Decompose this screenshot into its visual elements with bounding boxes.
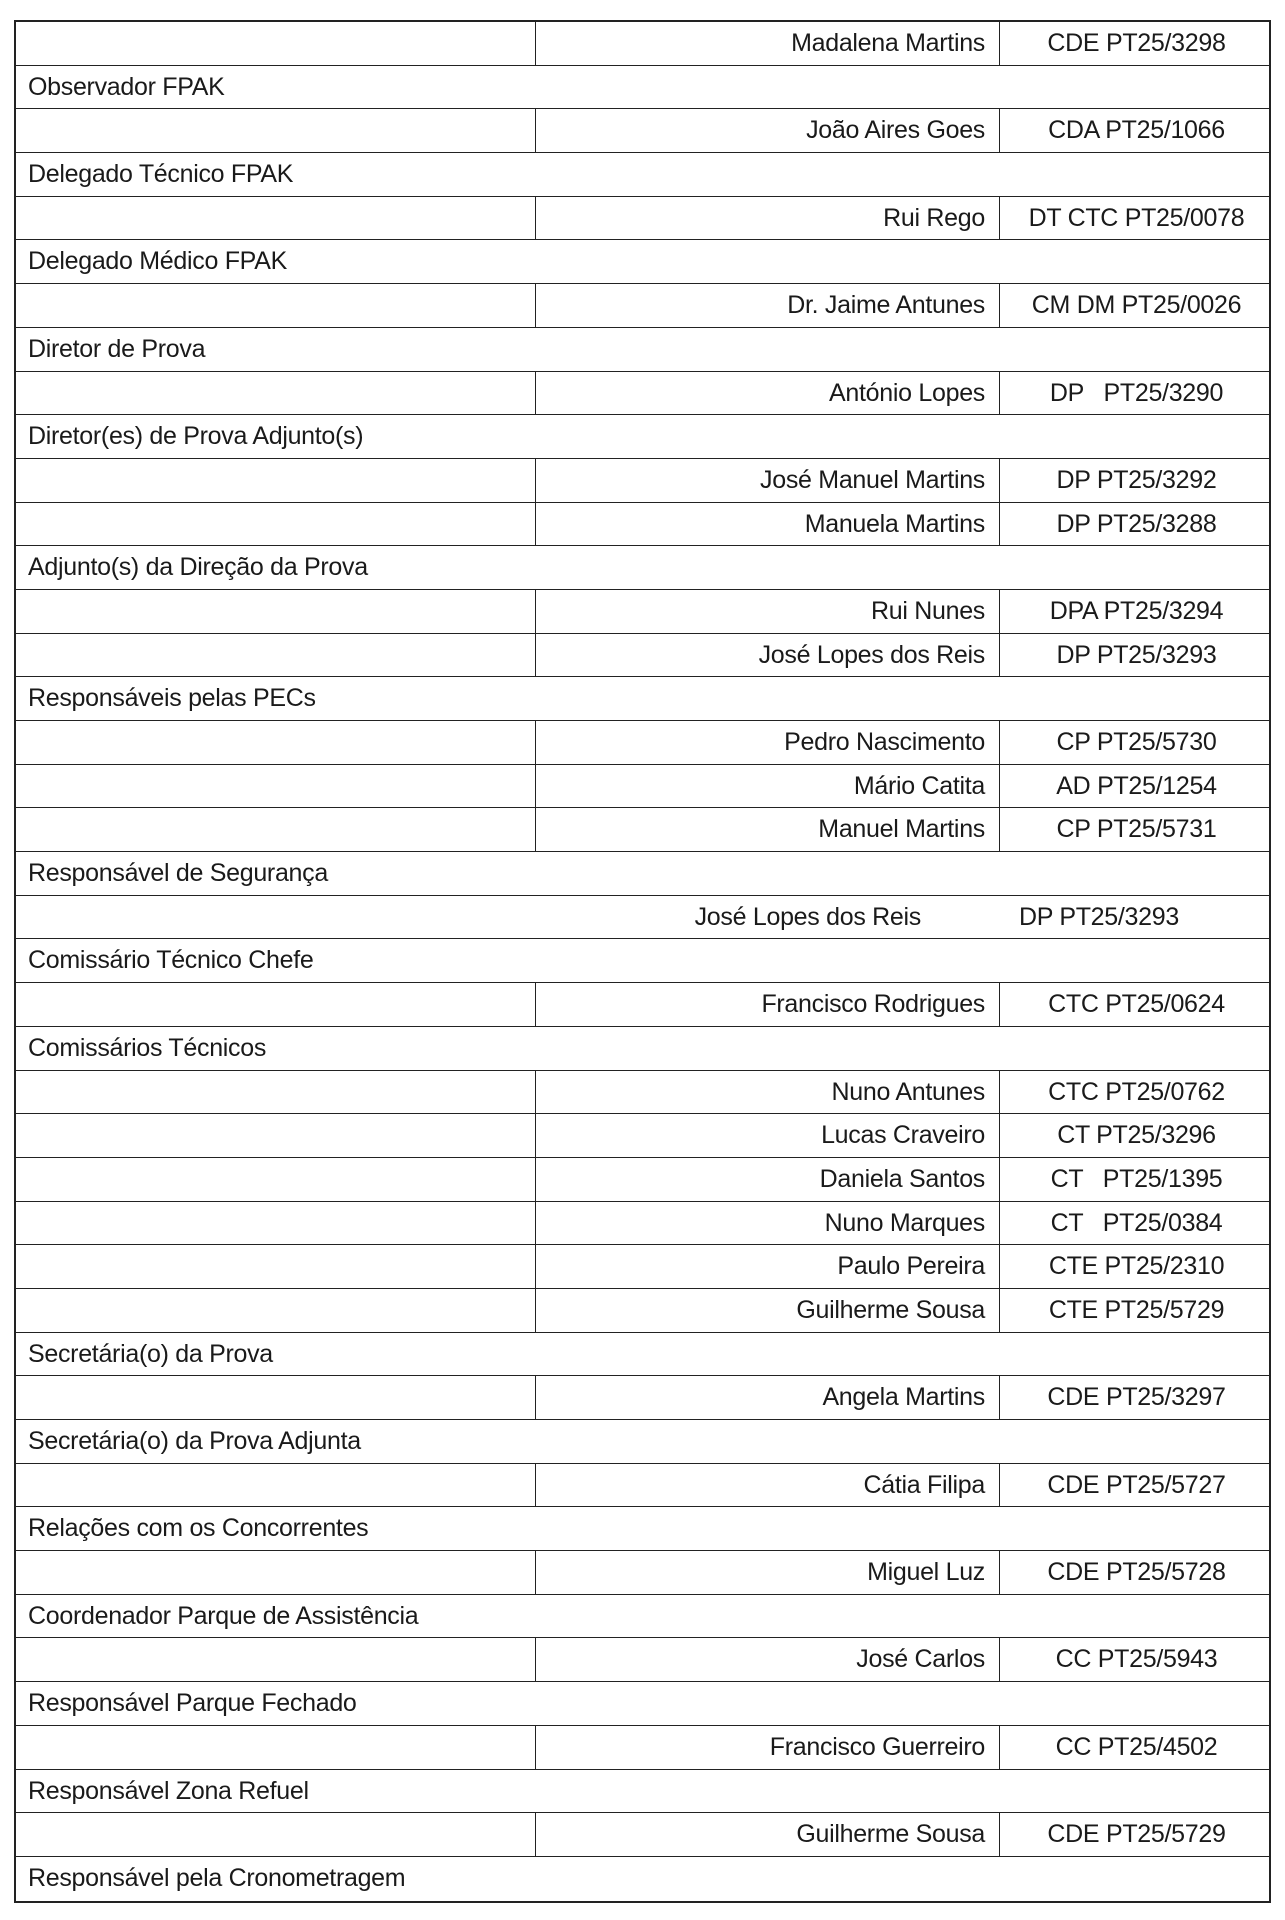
empty-cell — [16, 1202, 536, 1245]
role-label: Relações com os Concorrentes — [28, 1514, 369, 1543]
empty-cell — [16, 1114, 536, 1157]
role-row — [16, 1507, 1269, 1551]
role-row — [16, 415, 1269, 459]
license-code: CTE PT25/2310 — [1048, 1252, 1225, 1281]
license-code: CTC PT25/0762 — [1048, 1077, 1225, 1106]
license-code: CT PT25/3296 — [1057, 1121, 1216, 1150]
role-row — [16, 328, 1269, 372]
role-row — [16, 1027, 1269, 1071]
role-label: Delegado Técnico FPAK — [28, 160, 294, 189]
official-row — [16, 1245, 1269, 1289]
official-name: Nuno Antunes — [536, 1071, 1000, 1114]
official-row — [16, 1202, 1269, 1246]
empty-cell — [16, 197, 536, 240]
empty-cell — [16, 1245, 536, 1288]
official-name: Angela Martins — [536, 1376, 1000, 1419]
official-row — [16, 590, 1269, 634]
official-name: Guilherme Sousa — [536, 1289, 1000, 1332]
official-name: Manuela Martins — [536, 503, 1000, 546]
official-row — [16, 503, 1269, 547]
official-row — [16, 22, 1269, 66]
role-row — [16, 852, 1269, 896]
official-name: Rui Nunes — [536, 590, 1000, 633]
role-row — [16, 240, 1269, 284]
license-code: CTC PT25/0624 — [1048, 990, 1225, 1019]
role-row — [16, 1857, 1269, 1901]
license-code: DT CTC PT25/0078 — [1028, 203, 1245, 232]
official-name: Daniela Santos — [536, 1158, 1000, 1201]
role-row — [16, 1420, 1269, 1464]
official-row-unboxed — [16, 896, 1269, 940]
official-row — [16, 721, 1269, 765]
license-code: CC PT25/4502 — [1055, 1732, 1218, 1761]
role-label: Comissários Técnicos — [28, 1033, 267, 1062]
role-label: Coordenador Parque de Assistência — [28, 1601, 419, 1630]
official-name: Paulo Pereira — [536, 1245, 1000, 1288]
official-row — [16, 1071, 1269, 1115]
role-row — [16, 1770, 1269, 1814]
official-name: João Aires Goes — [536, 109, 1000, 152]
role-label: Responsável Zona Refuel — [28, 1776, 309, 1805]
empty-cell — [16, 765, 536, 808]
official-name: Lucas Craveiro — [536, 1114, 1000, 1157]
license-code: CDE PT25/3297 — [1047, 1383, 1226, 1412]
official-row — [16, 1638, 1269, 1682]
license-code: CDE PT25/3298 — [1047, 29, 1226, 57]
license-code: DP PT25/3292 — [1056, 465, 1217, 494]
official-row — [16, 284, 1269, 328]
official-name: Mário Catita — [536, 765, 1000, 808]
empty-cell — [16, 808, 536, 851]
role-label: Responsável de Segurança — [28, 859, 328, 888]
license-code: DP PT25/3288 — [1056, 509, 1217, 538]
empty-cell — [16, 634, 536, 677]
empty-cell — [16, 1638, 536, 1681]
official-name: José Manuel Martins — [536, 459, 1000, 502]
role-row — [16, 939, 1269, 983]
official-name: Francisco Guerreiro — [536, 1726, 1000, 1769]
official-row — [16, 1726, 1269, 1770]
role-row — [16, 66, 1269, 110]
license-code: CT PT25/0384 — [1050, 1208, 1223, 1237]
official-name: Manuel Martins — [536, 808, 1000, 851]
official-name: António Lopes — [536, 372, 1000, 415]
official-name: Dr. Jaime Antunes — [536, 284, 1000, 327]
role-row — [16, 1595, 1269, 1639]
official-name: José Carlos — [536, 1638, 1000, 1681]
empty-cell — [16, 109, 536, 152]
empty-cell — [16, 1813, 536, 1856]
role-label: Delegado Médico FPAK — [28, 247, 287, 276]
role-label: Responsável Parque Fechado — [28, 1689, 357, 1718]
official-row — [16, 765, 1269, 809]
empty-cell — [16, 1158, 536, 1201]
official-row — [16, 634, 1269, 678]
role-label: Diretor(es) de Prova Adjunto(s) — [28, 422, 364, 451]
empty-cell — [16, 1376, 536, 1419]
role-label: Secretária(o) da Prova — [28, 1339, 273, 1368]
empty-cell — [16, 983, 536, 1026]
official-row — [16, 459, 1269, 503]
empty-cell — [16, 1551, 536, 1594]
empty-cell — [16, 1289, 536, 1332]
license-code: CP PT25/5730 — [1056, 728, 1217, 756]
empty-cell — [16, 590, 536, 633]
empty-cell — [16, 503, 536, 546]
official-name: Miguel Luz — [536, 1551, 1000, 1594]
official-name: Guilherme Sousa — [536, 1813, 1000, 1856]
license-code: CC PT25/5943 — [1055, 1645, 1218, 1674]
official-name: José Lopes dos Reis — [536, 634, 1000, 677]
official-row — [16, 197, 1269, 241]
license-code: DPA PT25/3294 — [1049, 596, 1224, 625]
empty-cell — [16, 284, 536, 327]
official-row — [16, 983, 1269, 1027]
official-row — [16, 1158, 1269, 1202]
official-row — [16, 1114, 1269, 1158]
official-row — [16, 1464, 1269, 1508]
empty-cell — [16, 372, 536, 415]
official-row — [16, 109, 1269, 153]
official-name: Rui Rego — [536, 197, 1000, 240]
role-label: Diretor de Prova — [28, 334, 206, 363]
license-code: CM DM PT25/0026 — [1031, 291, 1242, 320]
official-name: Nuno Marques — [536, 1202, 1000, 1245]
license-code: CDE PT25/5727 — [1047, 1470, 1226, 1499]
empty-cell — [16, 22, 536, 65]
role-label: Responsáveis pelas PECs — [28, 684, 316, 713]
license-code: DP PT25/3293 — [1019, 902, 1179, 931]
official-row — [16, 1813, 1269, 1857]
official-name: Francisco Rodrigues — [536, 983, 1000, 1026]
role-row — [16, 153, 1269, 197]
empty-cell — [16, 1726, 536, 1769]
official-name: Cátia Filipa — [536, 1464, 1000, 1507]
empty-cell — [16, 1464, 536, 1507]
official-row — [16, 1289, 1269, 1333]
role-label: Comissário Técnico Chefe — [28, 946, 314, 975]
role-row — [16, 1682, 1269, 1726]
license-code: CP PT25/5731 — [1056, 815, 1217, 844]
role-row — [16, 677, 1269, 721]
role-row — [16, 546, 1269, 590]
role-row — [16, 1333, 1269, 1377]
empty-cell — [16, 459, 536, 502]
role-label: Secretária(o) da Prova Adjunta — [28, 1427, 361, 1455]
official-row — [16, 808, 1269, 852]
license-code: DP PT25/3290 — [1049, 378, 1224, 407]
license-code: AD PT25/1254 — [1056, 771, 1217, 800]
official-name: Madalena Martins — [536, 22, 1000, 65]
role-label: Adjunto(s) da Direção da Prova — [28, 553, 368, 582]
license-code: CT PT25/1395 — [1050, 1164, 1223, 1193]
license-code: CDE PT25/5729 — [1047, 1820, 1226, 1849]
official-name: Pedro Nascimento — [536, 721, 1000, 764]
empty-cell — [16, 721, 536, 764]
role-label: Responsável pela Cronometragem — [28, 1863, 406, 1892]
license-code: DP PT25/3293 — [1056, 640, 1217, 669]
officials-table — [14, 20, 1271, 1903]
empty-cell — [16, 1071, 536, 1114]
official-row — [16, 1551, 1269, 1595]
license-code: CTE PT25/5729 — [1048, 1295, 1225, 1324]
role-label: Observador FPAK — [28, 72, 225, 101]
official-name: José Lopes dos Reis — [694, 902, 921, 931]
official-row — [16, 1376, 1269, 1420]
license-code: CDA PT25/1066 — [1048, 116, 1225, 145]
official-row — [16, 372, 1269, 416]
license-code: CDE PT25/5728 — [1047, 1558, 1226, 1587]
